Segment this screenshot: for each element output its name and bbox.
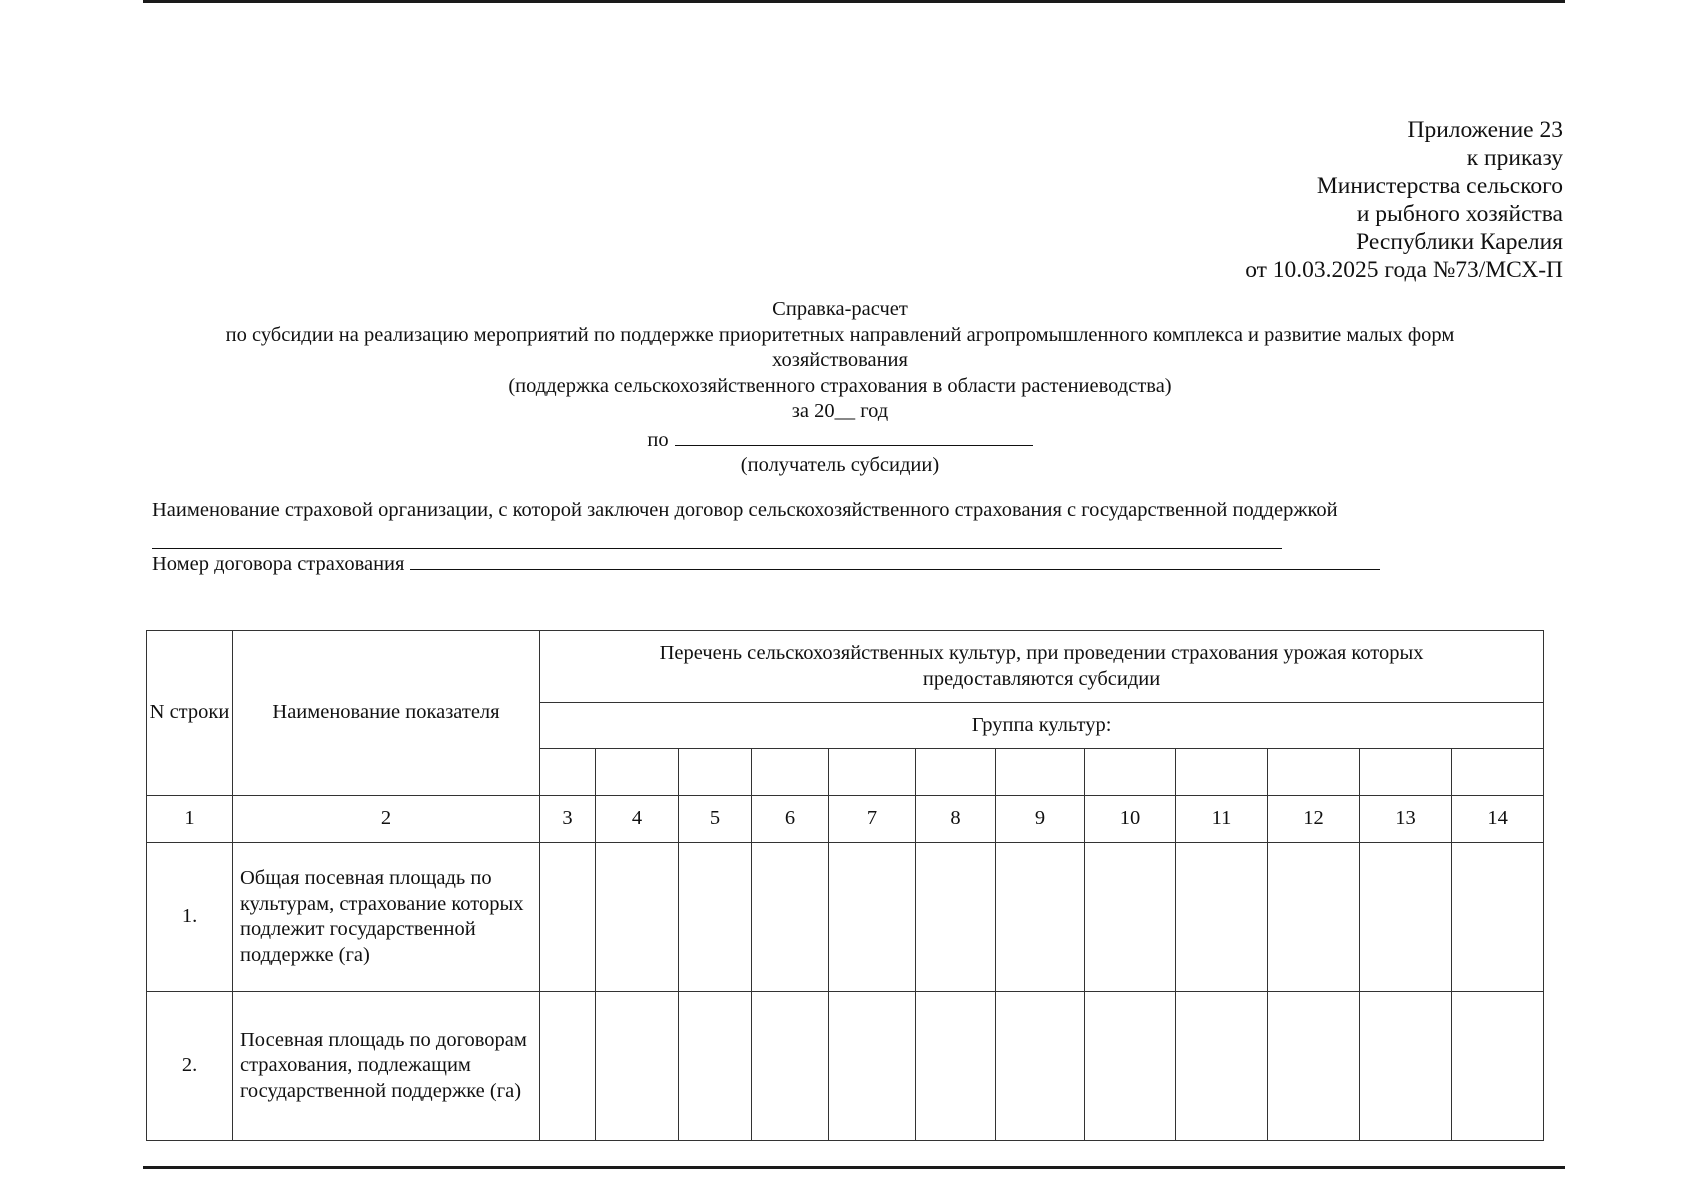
document-title <box>150 297 1530 479</box>
data-cell[interactable] <box>1085 843 1176 992</box>
data-cell[interactable] <box>829 843 916 992</box>
column-number: 1 <box>147 796 233 843</box>
column-number: 12 <box>1268 796 1360 843</box>
data-cell[interactable] <box>1452 843 1544 992</box>
recipient-row <box>150 425 1530 454</box>
data-cell[interactable] <box>1085 992 1176 1141</box>
data-cell[interactable] <box>540 843 596 992</box>
header-row-crops <box>147 631 1544 703</box>
crop-name-cell[interactable] <box>596 749 679 796</box>
appendix-line: от 10.03.2025 года №73/МСХ-П <box>1245 257 1563 283</box>
appendix-block <box>1245 116 1563 284</box>
crop-name-cell[interactable] <box>752 749 829 796</box>
row-indicator-label: Посевная площадь по договорам страхования, подлежащим государственной поддержке (га) <box>233 992 540 1141</box>
data-cell[interactable] <box>1452 992 1544 1141</box>
data-cell[interactable] <box>916 843 996 992</box>
data-cell[interactable] <box>996 992 1085 1141</box>
insurer-label: Наименование страховой организации, с которой заключен договор сельскохозяйственного страхования с государственной поддержкой <box>152 499 1338 521</box>
crop-name-cell[interactable] <box>1085 749 1176 796</box>
column-number: 5 <box>679 796 752 843</box>
column-number: 3 <box>540 796 596 843</box>
contract-row <box>152 549 1380 577</box>
data-cell[interactable] <box>1360 843 1452 992</box>
crop-name-cell[interactable] <box>540 749 596 796</box>
header-indicator-label: Наименование показателя <box>272 701 500 724</box>
data-cell[interactable] <box>1176 843 1268 992</box>
data-cell[interactable] <box>916 992 996 1141</box>
data-cell[interactable] <box>679 992 752 1141</box>
table-row <box>147 992 1544 1141</box>
column-number: 10 <box>1085 796 1176 843</box>
contract-blank-line <box>410 549 1380 570</box>
header-indicator <box>233 631 540 796</box>
data-cell[interactable] <box>540 992 596 1141</box>
title-line-3: (поддержка сельскохозяйственного страхования в области растениеводства) <box>508 374 1172 397</box>
appendix-line: Приложение 23 <box>1407 117 1563 143</box>
column-number: 2 <box>233 796 540 843</box>
data-cell[interactable] <box>752 843 829 992</box>
data-cell[interactable] <box>1268 843 1360 992</box>
appendix-line: к приказу <box>1466 145 1563 171</box>
crop-name-cell[interactable] <box>829 749 916 796</box>
title-heading: Справка-расчет <box>772 298 908 320</box>
data-cell[interactable] <box>596 843 679 992</box>
crop-name-cell[interactable] <box>916 749 996 796</box>
data-cell[interactable] <box>1360 992 1452 1141</box>
column-number: 7 <box>829 796 916 843</box>
column-number-row <box>147 796 1544 843</box>
header-row-no <box>147 631 233 796</box>
header-crop-group <box>540 703 1544 749</box>
title-line-2: хозяйствования <box>772 349 908 371</box>
crop-name-cell[interactable] <box>679 749 752 796</box>
table-row <box>147 843 1544 992</box>
data-cell[interactable] <box>829 992 916 1141</box>
row-indicator-label: Общая посевная площадь по культурам, страхование которых подлежит государственной поддержке (га) <box>233 843 540 992</box>
data-cell[interactable] <box>996 843 1085 992</box>
recipient-prefix: по <box>647 428 669 451</box>
data-cell[interactable] <box>752 992 829 1141</box>
appendix-line: Министерства сельского <box>1316 173 1563 199</box>
header-crops-label: Перечень сельскохозяйственных культур, при проведении страхования урожая которых предоставляются субсидии <box>659 642 1424 690</box>
recipient-blank-line <box>675 425 1033 446</box>
column-number: 4 <box>596 796 679 843</box>
appendix-line: и рыбного хозяйства <box>1356 201 1563 227</box>
crop-name-cell[interactable] <box>1452 749 1544 796</box>
contract-label: Номер договора страхования <box>152 553 405 575</box>
column-number: 6 <box>752 796 829 843</box>
calculation-table <box>146 630 1544 1141</box>
column-number: 13 <box>1360 796 1452 843</box>
column-number: 11 <box>1176 796 1268 843</box>
crop-name-cell[interactable] <box>1360 749 1452 796</box>
row-number: 2. <box>147 992 233 1141</box>
row-number: 1. <box>147 843 233 992</box>
data-cell[interactable] <box>679 843 752 992</box>
column-number: 8 <box>916 796 996 843</box>
header-row-no-label: N строки <box>149 701 230 724</box>
column-number: 14 <box>1452 796 1544 843</box>
data-cell[interactable] <box>1268 992 1360 1141</box>
bottom-rule <box>143 1166 1565 1169</box>
appendix-line: Республики Карелия <box>1356 229 1563 255</box>
crop-name-cell[interactable] <box>1268 749 1360 796</box>
top-rule <box>143 0 1565 3</box>
crop-name-cell[interactable] <box>996 749 1085 796</box>
data-cell[interactable] <box>1176 992 1268 1141</box>
title-year: за 20__ год <box>791 400 889 422</box>
recipient-caption: (получатель субсидии) <box>740 454 940 476</box>
data-cell[interactable] <box>596 992 679 1141</box>
crop-name-cell[interactable] <box>1176 749 1268 796</box>
header-crops-list <box>540 631 1544 703</box>
title-line-1: по субсидии на реализацию мероприятий по поддержке приоритетных направлений агропромышленного комплекса и развитие малых форм <box>225 323 1455 346</box>
column-number: 9 <box>996 796 1085 843</box>
header-crop-group-label: Группа культур: <box>971 713 1112 736</box>
